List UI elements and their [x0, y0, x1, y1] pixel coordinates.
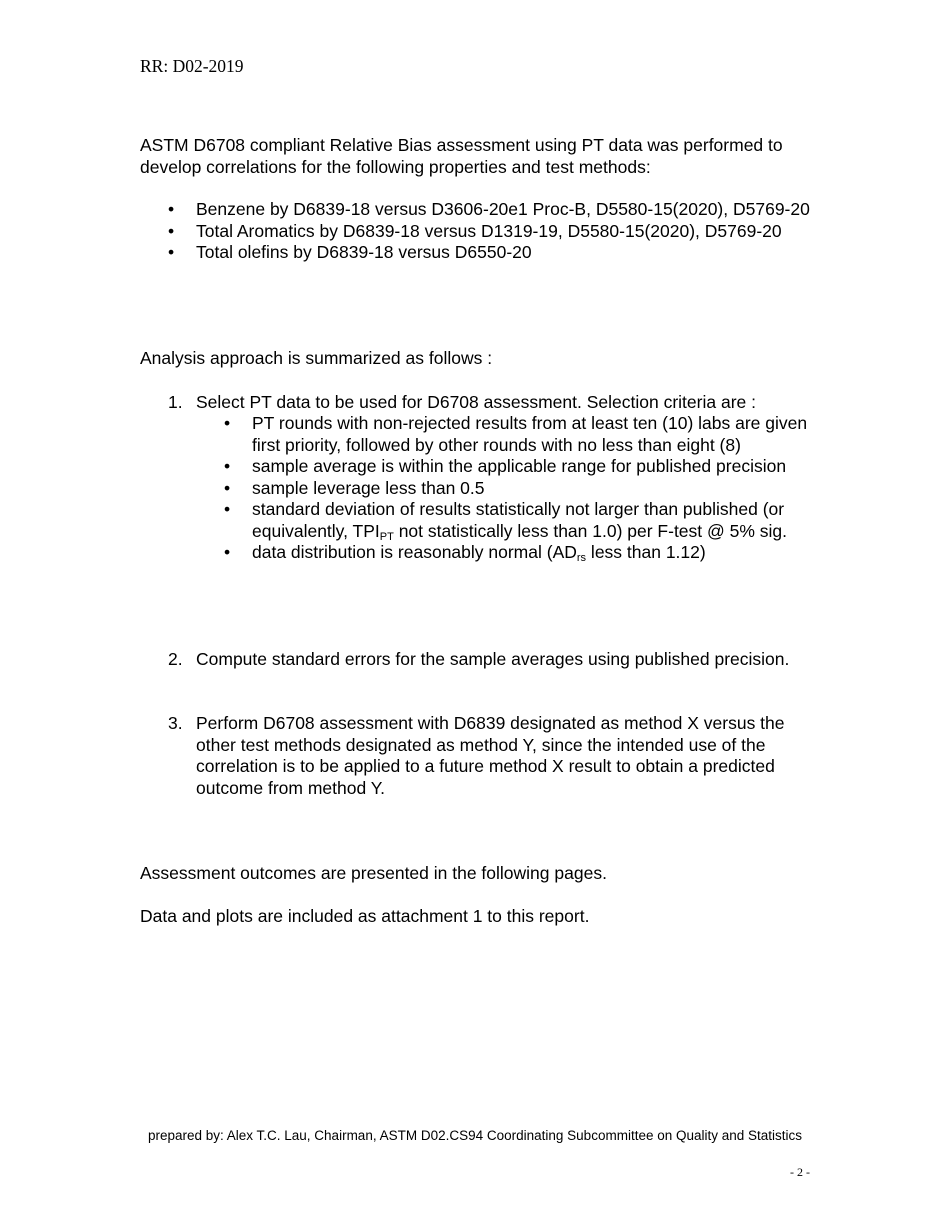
bullet-icon: •: [224, 456, 231, 476]
bullet-icon: •: [224, 542, 231, 562]
criteria-item: [140, 542, 815, 564]
attachment-section: [140, 906, 815, 928]
outcomes-paragraph: Assessment outcomes are presented in the following pages.: [140, 863, 607, 883]
footer-prepared-by: prepared by: Alex T.C. Lau, Chairman, ASTM D02.CS94 Coordinating Subcommittee on Quality and Statistics: [147, 1128, 803, 1143]
criteria-text-post: less than 1.12): [586, 542, 706, 562]
method-text: Total Aromatics by D6839-18 versus D1319-19, D5580-15(2020), D5769-20: [196, 220, 782, 241]
criteria-text: [252, 499, 787, 541]
step-item: [140, 713, 815, 799]
step-number: 1.: [168, 392, 183, 412]
criteria-text: PT rounds with non-rejected results from at least ten (10) labs are given first priority, followed by other rounds with no less than eight (8): [252, 413, 808, 455]
method-text: Total olefins by D6839-18 versus D6550-20: [196, 242, 532, 262]
criteria-text-pre: data distribution is reasonably normal (AD: [252, 542, 577, 562]
step-text: Compute standard errors for the sample averages using published precision.: [196, 649, 790, 669]
criteria-text: [252, 542, 706, 562]
steps-list: [140, 392, 815, 414]
bullet-icon: •: [224, 477, 231, 498]
method-item: [140, 199, 815, 221]
step-number: 2.: [168, 649, 183, 669]
method-item: [140, 242, 815, 264]
subscript-pt: PT: [379, 530, 394, 543]
bullet-icon: •: [168, 242, 175, 262]
criteria-item: [140, 413, 815, 456]
criteria-text-post: not statistically less than 1.0) per F-test @ 5% sig.: [393, 520, 788, 541]
steps-list-2: [140, 649, 815, 671]
subscript-rs: rs: [576, 552, 587, 564]
report-id-header: RR: D02-2019: [140, 56, 244, 76]
bullet-icon: •: [224, 499, 231, 519]
approach-title: Analysis approach is summarized as follows :: [140, 348, 493, 368]
steps-list-3: [140, 713, 815, 799]
approach-section: [140, 348, 815, 370]
intro-paragraph: ASTM D6708 compliant Relative Bias assessment using PT data was performed to develop correlations for the following properties and test methods:: [140, 135, 783, 177]
method-text: Benzene by D6839-18 versus D3606-20e1 Proc-B, D5580-15(2020), D5769-20: [196, 199, 810, 219]
bullet-icon: •: [168, 220, 175, 241]
step-item: [140, 649, 815, 671]
criteria-item: [140, 499, 815, 542]
step-text: Select PT data to be used for D6708 assessment. Selection criteria are :: [196, 392, 756, 412]
attachment-paragraph: Data and plots are included as attachment 1 to this report.: [140, 906, 590, 926]
criteria-list: [140, 413, 815, 564]
step-text: Perform D6708 assessment with D6839 designated as method X versus the other test methods designated as method Y, since the intended use of the correlation is to be applied to a future method X result to obtain a predicted outcome from method Y.: [196, 713, 785, 798]
criteria-text-pre: standard deviation of results statistically not larger than published (or equivalently, TPI: [252, 499, 785, 541]
intro-section: [140, 135, 815, 178]
page-number: - 2 -: [790, 1165, 810, 1179]
bullet-icon: •: [168, 199, 175, 219]
criteria-text: sample leverage less than 0.5: [252, 477, 485, 498]
outcomes-section: [140, 863, 815, 885]
criteria-text: sample average is within the applicable range for published precision: [252, 456, 787, 476]
step-number: 3.: [168, 713, 183, 733]
method-item: [140, 221, 815, 243]
bullet-icon: •: [224, 413, 231, 433]
step-item: [140, 392, 815, 414]
criteria-item: [140, 478, 815, 500]
criteria-item: [140, 456, 815, 478]
methods-list: [140, 199, 815, 264]
